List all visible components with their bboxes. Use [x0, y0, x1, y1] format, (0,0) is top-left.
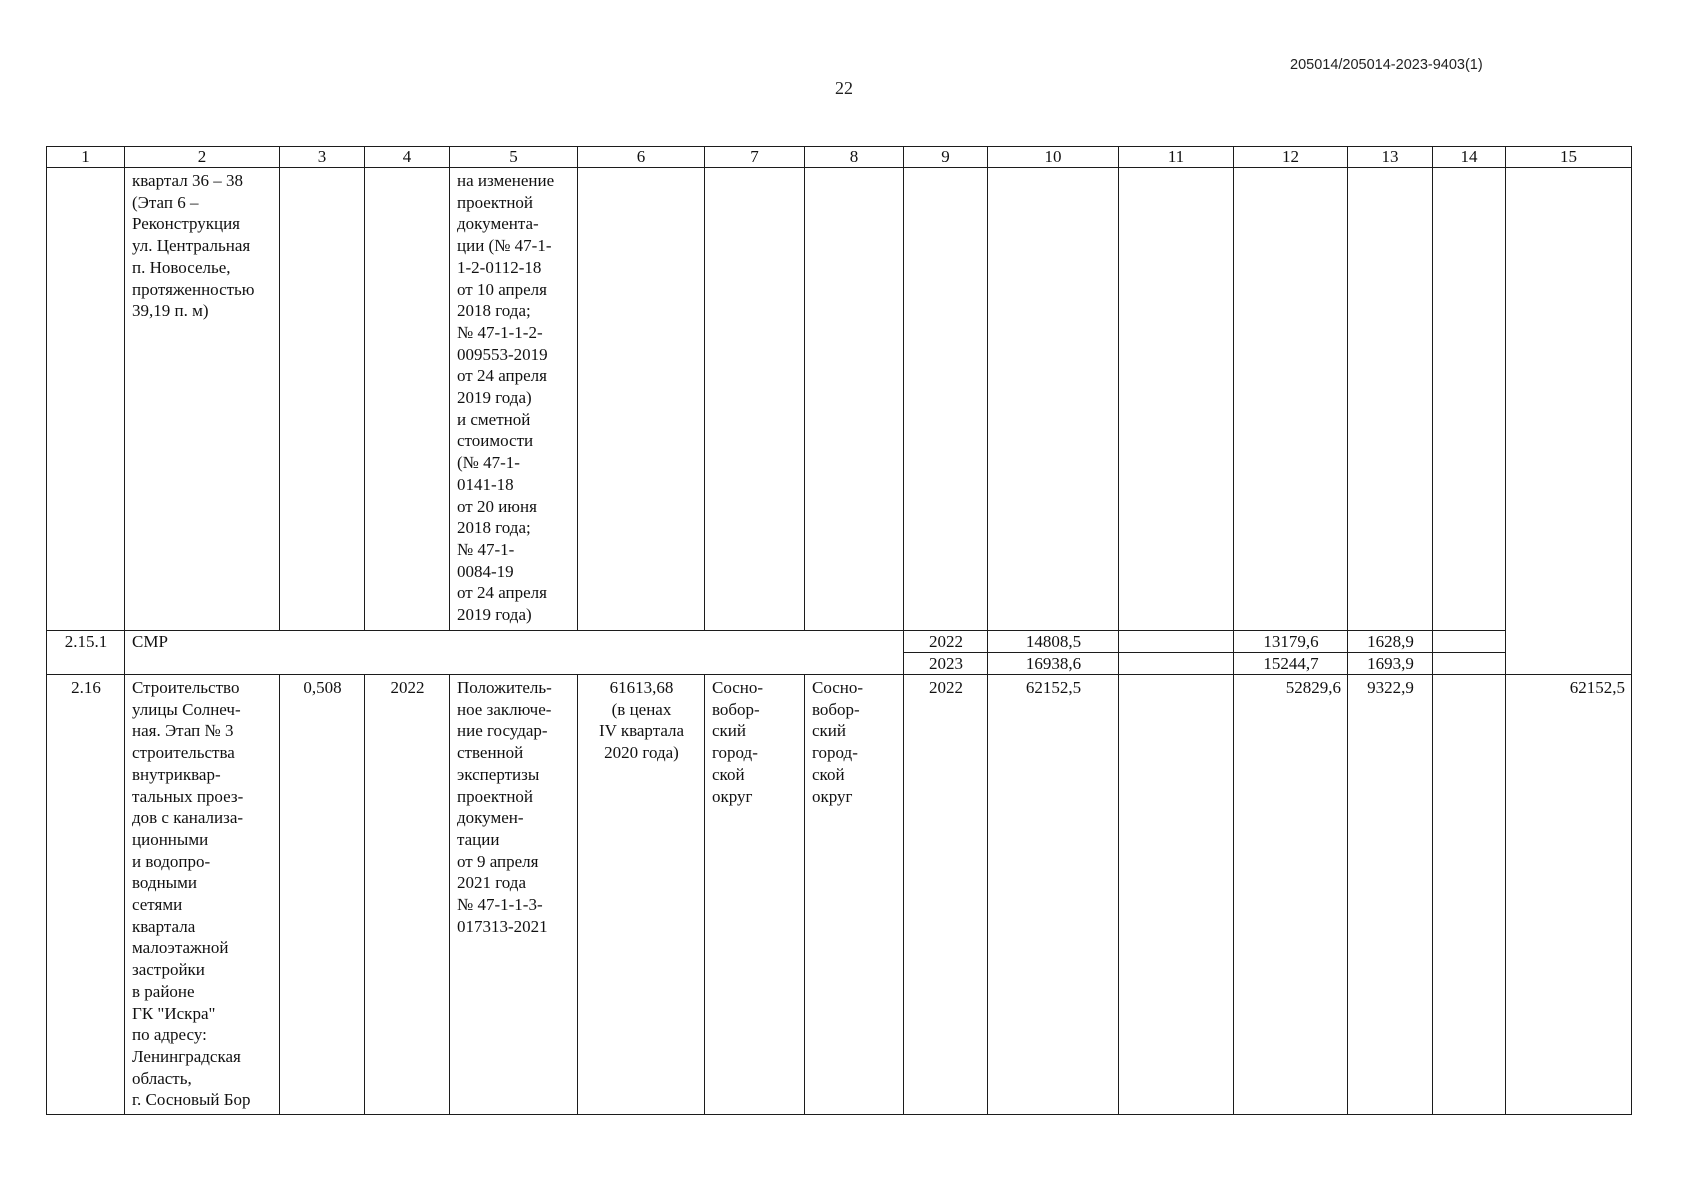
- col-header: 4: [365, 147, 450, 168]
- year-cell: 2022: [904, 675, 988, 1115]
- col-header: 13: [1348, 147, 1433, 168]
- col-header: 11: [1119, 147, 1234, 168]
- value-cell: 1628,9: [1348, 631, 1433, 653]
- value-cell: [1433, 675, 1506, 1115]
- object-name-cell: квартал 36 – 38 (Этап 6 – Реконструкция ул. Центральная п. Новоселье, протяженностью 39,19 п. м): [125, 168, 280, 631]
- smr-label: СМР: [125, 631, 904, 675]
- recipient-cell: Сосно- вобор- ский город- ской округ: [705, 675, 805, 1115]
- column-number-row: [47, 147, 1632, 168]
- value-cell: [1119, 675, 1234, 1115]
- financing-table: [46, 146, 1632, 1115]
- table-row: [47, 168, 1632, 631]
- value-cell: 52829,6: [1234, 675, 1348, 1115]
- col-header: 10: [988, 147, 1119, 168]
- col-header: 5: [450, 147, 578, 168]
- document-cell: Положитель- ное заключе- ние государ- ственной экспертизы проектной докумен- тации от 9 апреля 2021 года № 47-1-1-3- 017313-2021: [450, 675, 578, 1115]
- object-name-cell: Строительство улицы Солнеч- ная. Этап № 3 строительства внутриквар- тальных проез- дов с канализа- ционными и водопро- водными сетями квартала малоэтажной застройки в районе ГК "Искра" по адресу: Ленинградская область, г. Сосновый Бор: [125, 675, 280, 1115]
- col-header: 15: [1506, 147, 1632, 168]
- owner-cell: Сосно- вобор- ский город- ской округ: [805, 675, 904, 1115]
- value-cell: [1433, 653, 1506, 675]
- year-cell: 2022: [904, 631, 988, 653]
- length-cell: 0,508: [280, 675, 365, 1115]
- col-header: 12: [1234, 147, 1348, 168]
- col-header: 14: [1433, 147, 1506, 168]
- total-cell: 16938,6: [988, 653, 1119, 675]
- total-cell: 14808,5: [988, 631, 1119, 653]
- value-cell: [1119, 631, 1234, 653]
- value-cell: 9322,9: [1348, 675, 1433, 1115]
- page-number: 22: [835, 78, 853, 98]
- value-cell: 15244,7: [1234, 653, 1348, 675]
- col-header: 9: [904, 147, 988, 168]
- value-cell: 13179,6: [1234, 631, 1348, 653]
- row-number: 2.15.1: [47, 631, 125, 675]
- value-cell: 62152,5: [1506, 675, 1632, 1115]
- value-cell: 1693,9: [1348, 653, 1433, 675]
- document-cell: на изменение проектной документа- ции (№ 47-1- 1-2-0112-18 от 10 апреля 2018 года; № 47-1-1-2- 009553-2019 от 24 апреля 2019 года) и сметной стоимости (№ 47-1- 0141-18 от 20 июня 2018 года; № 47-1- 0084-19 от 24 апреля 2019 года): [450, 168, 578, 631]
- cost-cell: 61613,68 (в ценах IV квартала 2020 года): [578, 675, 705, 1115]
- table-row: [47, 631, 1632, 653]
- col-header: 2: [125, 147, 280, 168]
- col-header: 8: [805, 147, 904, 168]
- col-header: 7: [705, 147, 805, 168]
- document-id: 205014/205014-2023-9403(1): [1290, 57, 1483, 73]
- col-header: 3: [280, 147, 365, 168]
- table-row: [47, 675, 1632, 1115]
- row-number: 2.16: [47, 675, 125, 1115]
- value-cell: [1119, 653, 1234, 675]
- year-start-cell: 2022: [365, 675, 450, 1115]
- value-cell: [1433, 631, 1506, 653]
- year-cell: 2023: [904, 653, 988, 675]
- total-cell: 62152,5: [988, 675, 1119, 1115]
- col-header: 6: [578, 147, 705, 168]
- col-header: 1: [47, 147, 125, 168]
